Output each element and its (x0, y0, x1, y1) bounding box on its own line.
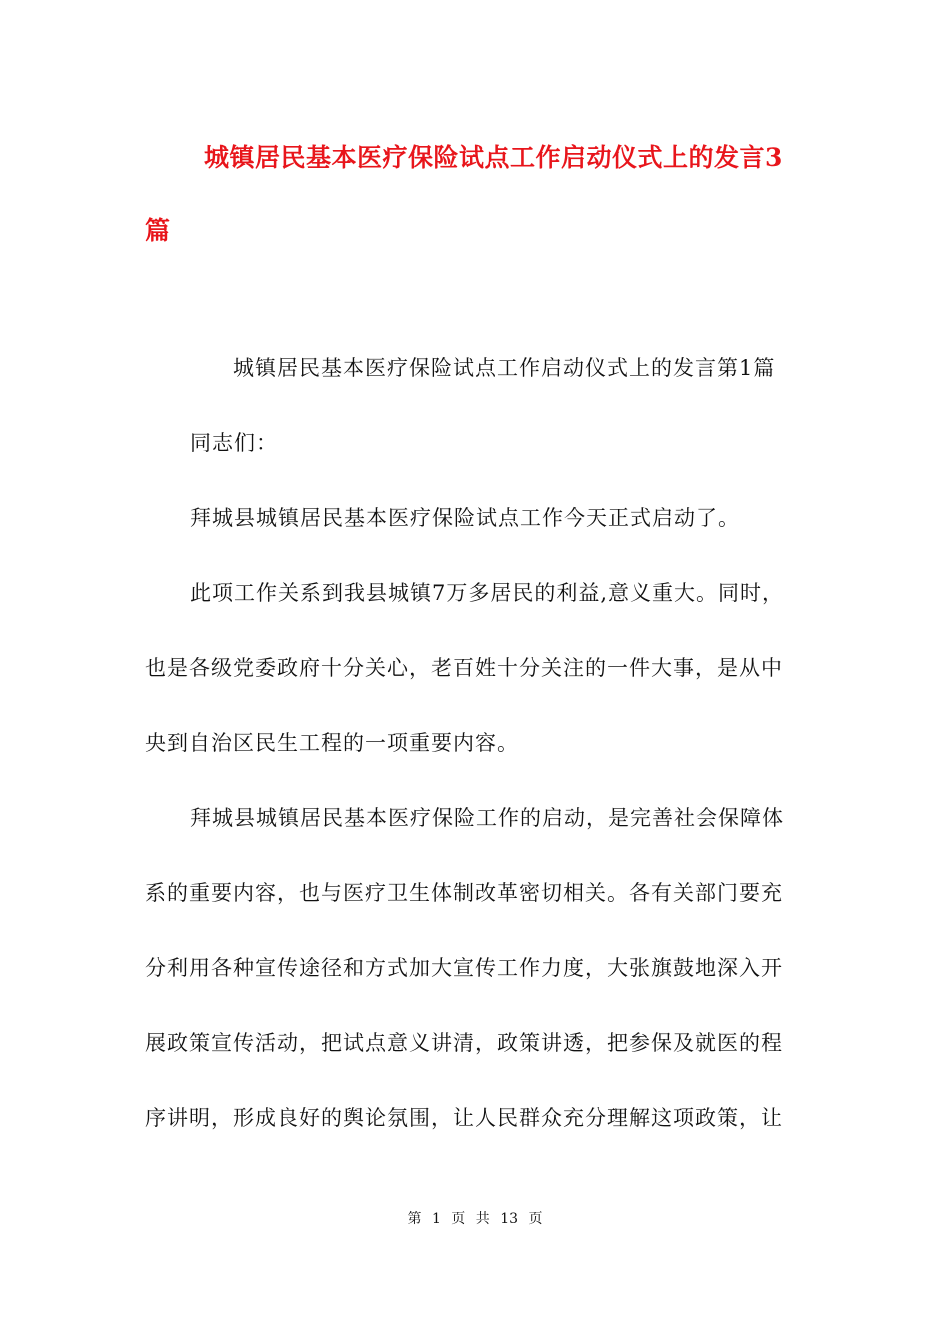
document-title-line-2: 篇 (145, 216, 171, 245)
salutation: 同志们： (190, 431, 278, 455)
paragraph-line: 分利用各种宣传途径和方式加大宣传工作力度，大张旗鼓地深入开 (145, 956, 783, 980)
document-title-line-1: 城镇居民基本医疗保险试点工作启动仪式上的发言3 (204, 143, 783, 172)
page-footer: 第 1 页 共 13 页 (407, 1211, 543, 1227)
paragraph-line: 展政策宣传活动，把试点意义讲清，政策讲透，把参保及就医的程 (145, 1031, 783, 1055)
paragraph-line: 央到自治区民生工程的一项重要内容。 (145, 731, 519, 755)
paragraph-line: 此项工作关系到我县城镇7万多居民的利益,意义重大。同时， (190, 581, 785, 605)
section-heading: 城镇居民基本医疗保险试点工作启动仪式上的发言第1篇 (233, 356, 776, 380)
paragraph-line: 也是各级党委政府十分关心，老百姓十分关注的一件大事，是从中 (145, 656, 783, 680)
paragraph-line: 系的重要内容，也与医疗卫生体制改革密切相关。各有关部门要充 (145, 881, 783, 905)
paragraph-line: 序讲明，形成良好的舆论氛围，让人民群众充分理解这项政策，让 (145, 1106, 783, 1130)
paragraph-line: 拜城县城镇居民基本医疗保险工作的启动，是完善社会保障体 (190, 806, 784, 830)
paragraph-line: 拜城县城镇居民基本医疗保险试点工作今天正式启动了。 (190, 506, 740, 530)
